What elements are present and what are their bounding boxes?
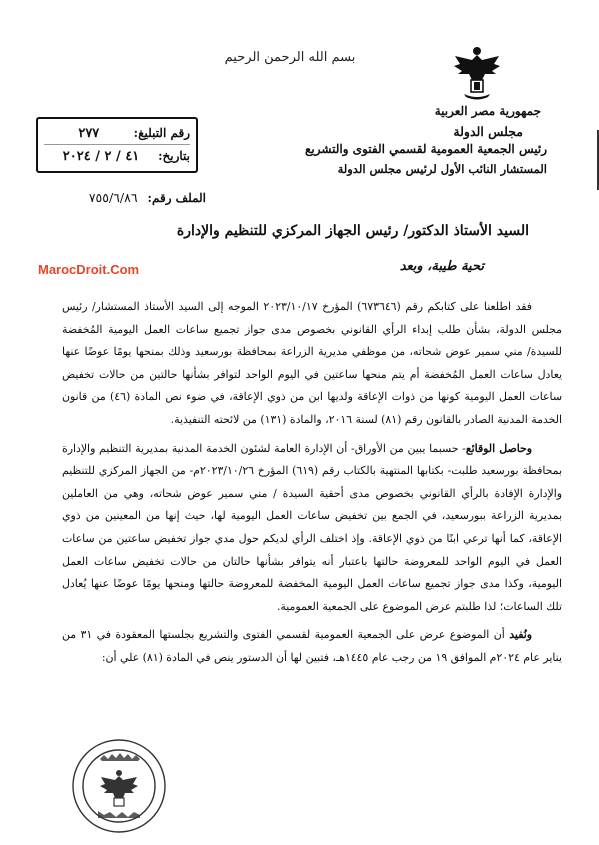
reference-box [36,117,198,173]
official-seal-stamp [70,737,168,835]
file-number-label: الملف رقم: [147,190,206,205]
header-assembly-president: رئيس الجمعية العمومية لقسمي الفتوى والتشريع [305,142,547,156]
greeting: تحية طيبة، وبعد [399,259,484,274]
paragraph-opinion [62,624,562,669]
header-council: مجلس الدولة [453,124,523,139]
basmala: بسم الله الرحمن الرحيم [224,50,356,65]
facts-text: - حسبما يبين من الأوراق- أن الإدارة العامة لشئون الخدمة المدنية بمديرية التنظيم والإدارة بمحافظة بورسعيد طلبت- بكتابها المنتهية بالكتاب رقم (٦١٩) المؤرخ ٢٠٢٣/١٠/٢٦م- من الجهاز المركزي للتنظيم والإدارة الإفادة بالرأي القانوني بخصوص مدى أحقية السيدة / مني سمير عوض شحاته، وهي من العاملين بمديرية الزراعة ببورسعيد، في الجمع بين تخفيض ساعات العمل اليومية لها، حيث إنها من المعينين من ذوي الإعاقة، كما أنها ترعي ابنًا من ذوي الإعاقة. وإذ اختلف الرأي لديكم حول مدي جواز تخفيض ساعتين من ساعات العمل في اليوم الواحد للمعروضة حالتها باعتبار أنه يتوافر بشأنها حالتان من حالات تخفيض ساعات العمل اليومية، وكذا مدى جواز تجميع ساعات العمل اليومية المخفضة للمعروضة حالتها ومنحها يومًا عوضًا عنها يُعادل تلك الساعات؛ لذا طلبتم عرض الموضوع على الجمعية العمومية. [62,441,562,613]
reference-number-value: ٢٧٧ [78,125,100,141]
header-first-deputy: المستشار النائب الأول لرئيس مجلس الدولة [337,162,547,176]
paragraph-request: فقد اطلعنا على كتابكم رقم (٦٧٣٦٤٦) المؤرخ ٢٠٢٣/١٠/١٧ الموجه إلى السيد الأستاذ المستشار/ رئيس مجلس الدولة، بشأن طلب إبداء الرأي القانوني بخصوص مدى جواز تجميع ساعات العمل اليومية المُخفضة للسيدة/ مني سمير عوض شحاته، من موظفي مديرية الزراعة بمحافظة بورسعيد وذلك بمنحها يومًا عوضًا عنها يعادل ساعات العمل المُخفضة أم يتم منحها ساعتين في اليوم الواحد لتوافر بشأنها حالتين من حالات تخفيض ساعات العمل اليومية كونها من ذوات الإعاقة ولديها ابن من ذوي الإعاقة، في ضوء نص المادة (٤٦) من قانون الخدمة المدنية الصادر بالقانون رقم (٨١) لسنة ٢٠١٦، والمادة (١٣١) من لائحته التنفيذية. [62,300,562,426]
opinion-text: أن الموضوع عرض على الجمعية العمومية لقسمي الفتوى والتشريع بجلستها المعقودة في ٣١ من يناير عام ٢٠٢٤م الموافق ١٩ من رجب عام ١٤٤٥هـ، فتبين لها أن الدستور ينص في المادة (٨١) علي أن: [62,628,562,664]
letter-body [62,296,562,670]
reference-date-label: بتاريخ: [158,149,190,163]
reference-number-label: رقم التبليغ: [133,126,190,140]
paragraph-facts [62,438,562,619]
addressee: السيد الأستاذ الدكتور/ رئيس الجهاز المركزي للتنظيم والإدارة [176,223,529,239]
reference-date-row [44,145,190,167]
reference-date-value: ٤١ / ٢ / ٢٠٢٤ [62,148,140,164]
facts-lead: وحاصل الوقائع [465,441,532,455]
watermark-text: MarocDroit.Com [38,262,140,277]
file-number [36,190,206,205]
eagle-emblem-icon [452,44,502,102]
file-number-value: ٧٥٥/٦/٨٦ [88,190,138,205]
reference-number-row [44,122,190,145]
header-country: جمهورية مصر العربية [434,104,541,118]
opinion-lead: ونُفيد [509,628,532,642]
